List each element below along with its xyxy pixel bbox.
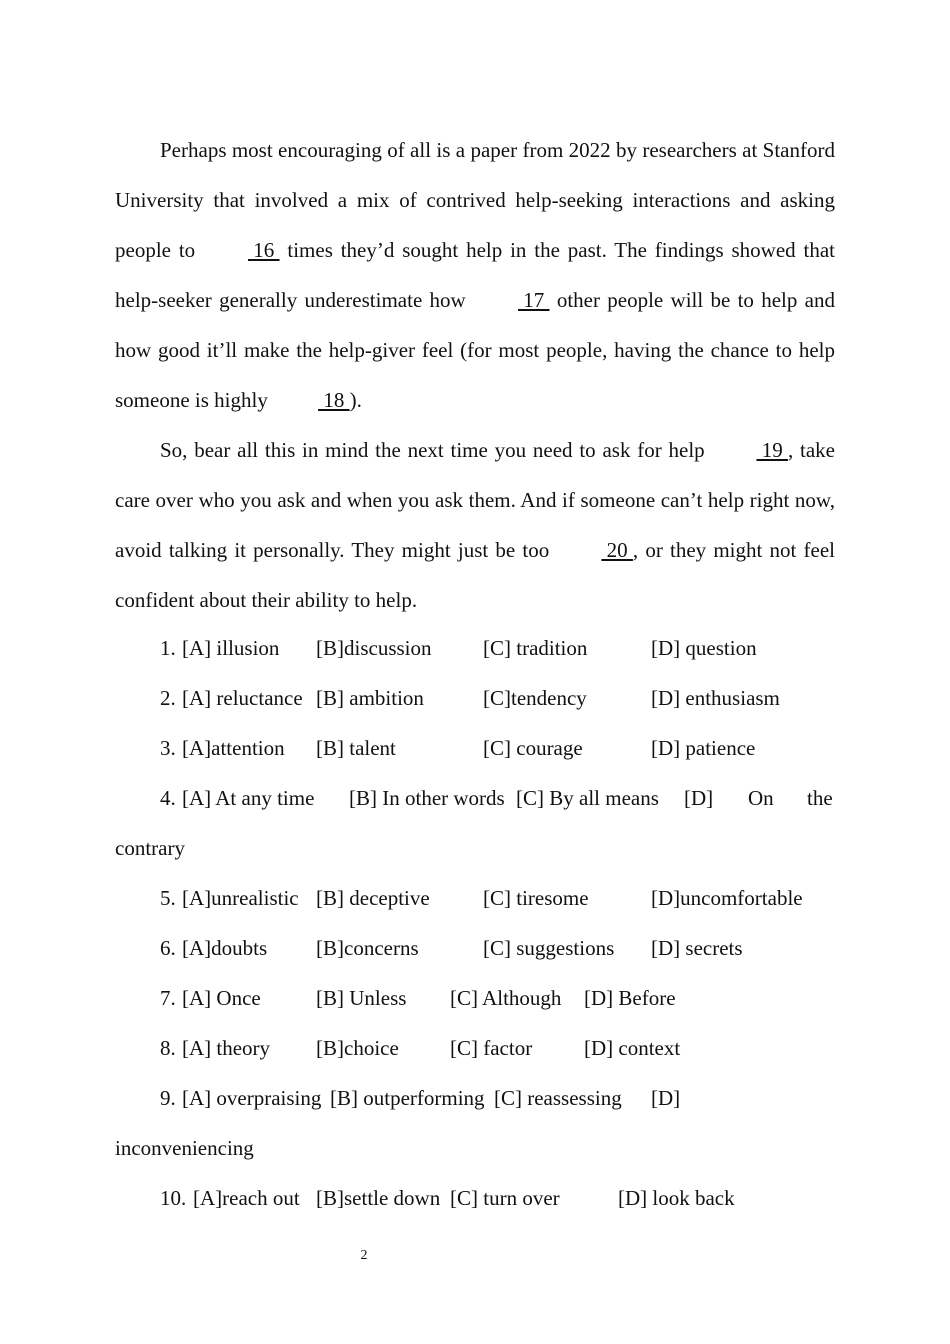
question-number: 3. — [160, 736, 176, 760]
paragraph-text: , or they might not feel confident about their ability to help. — [115, 538, 835, 612]
option-d: [D]uncomfortable — [651, 886, 803, 910]
option-d: [D] context — [584, 1036, 681, 1060]
paragraph-2 — [115, 425, 835, 625]
option-a: [A] overpraising — [182, 1086, 322, 1110]
option-d-continuation: inconveniencing — [115, 1136, 254, 1160]
option-d-word: the — [807, 786, 833, 810]
option-d-word: On — [748, 786, 774, 810]
blank-20: 20 — [601, 538, 633, 562]
option-d: [D] enthusiasm — [651, 686, 780, 710]
option-b: [B]choice — [316, 1036, 399, 1060]
option-b: [B] Unless — [316, 986, 407, 1010]
option-b: [B]concerns — [316, 936, 419, 960]
option-d: [D] look back — [618, 1186, 735, 1210]
option-c: [C] reassessing — [494, 1086, 622, 1110]
option-b: [B]settle down — [316, 1186, 441, 1210]
question-5 — [115, 873, 835, 923]
option-c: [C] Although — [450, 986, 562, 1010]
option-a: [A]reach out — [193, 1186, 300, 1210]
option-c: [C] turn over — [450, 1186, 560, 1210]
option-c: [C] courage — [483, 736, 583, 760]
question-3 — [115, 723, 835, 773]
passage — [115, 125, 835, 625]
option-a: [A] theory — [182, 1036, 271, 1060]
question-number: 1. — [160, 636, 176, 660]
option-b: [B]discussion — [316, 636, 432, 660]
option-a: [A]unrealistic — [182, 886, 299, 910]
question-number: 7. — [160, 986, 176, 1010]
blank-16: 16 — [248, 238, 280, 262]
question-number: 5. — [160, 886, 176, 910]
paragraph-text: times they’d sought help in the past. The findings showed that help-seeker generally underestimate how — [115, 238, 835, 312]
question-7 — [115, 973, 835, 1023]
option-b: [B] deceptive — [316, 886, 430, 910]
option-b: [B] talent — [316, 736, 396, 760]
option-c: [C] By all means — [516, 786, 659, 810]
option-d: [D] patience — [651, 736, 756, 760]
option-a: [A] illusion — [182, 636, 280, 660]
page-number: 2 — [360, 1248, 368, 1263]
question-2 — [115, 673, 835, 723]
option-a: [A]doubts — [182, 936, 268, 960]
question-options — [115, 623, 835, 1223]
blank-18: 18 — [318, 388, 350, 412]
option-c: [C] tradition — [483, 636, 588, 660]
option-d-label: [D] — [651, 1086, 681, 1110]
option-a: [A] Once — [182, 986, 261, 1010]
blank-17: 17 — [518, 288, 550, 312]
question-9 — [115, 1073, 835, 1173]
paragraph-text: So, bear all this in mind the next time you need to ask for help — [160, 438, 712, 462]
option-d: [D] secrets — [651, 936, 743, 960]
question-number: 6. — [160, 936, 176, 960]
question-1 — [115, 623, 835, 673]
question-number: 10. — [160, 1186, 187, 1210]
option-c: [C]tendency — [483, 686, 587, 710]
question-4 — [115, 773, 835, 873]
question-number: 4. — [160, 786, 176, 810]
option-d: [D] question — [651, 636, 757, 660]
paragraph-1 — [115, 125, 835, 425]
option-b: [B] In other words — [349, 786, 505, 810]
option-d-label: [D] — [684, 786, 714, 810]
question-6 — [115, 923, 835, 973]
option-a: [A]attention — [182, 736, 285, 760]
question-number: 2. — [160, 686, 176, 710]
option-b: [B] ambition — [316, 686, 424, 710]
option-a: [A] reluctance — [182, 686, 303, 710]
paragraph-text: Perhaps most encouraging of all is a paper from 2022 by researchers at Stanford University that involved a mix of contrived help-seeking interactions and asking people to — [115, 138, 835, 262]
option-b: [B] outperforming — [330, 1086, 485, 1110]
question-10 — [115, 1173, 835, 1223]
option-c: [C] factor — [450, 1036, 533, 1060]
question-number: 9. — [160, 1086, 176, 1110]
paragraph-text: other people will be to help and how good it’ll make the help-giver feel (for most people, having the chance to help someone is highly — [115, 288, 835, 412]
paragraph-text: ). — [349, 388, 362, 412]
option-a: [A] At any time — [182, 786, 315, 810]
option-d-continuation: contrary — [115, 836, 185, 860]
question-number: 8. — [160, 1036, 176, 1060]
option-c: [C] tiresome — [483, 886, 589, 910]
option-d: [D] Before — [584, 986, 676, 1010]
blank-19: 19 — [756, 438, 788, 462]
option-c: [C] suggestions — [483, 936, 615, 960]
paragraph-text: , take care over who you ask and when you ask them. And if someone can’t help right now, avoid talking it personally. They might just be too — [115, 438, 835, 562]
question-8 — [115, 1023, 835, 1073]
